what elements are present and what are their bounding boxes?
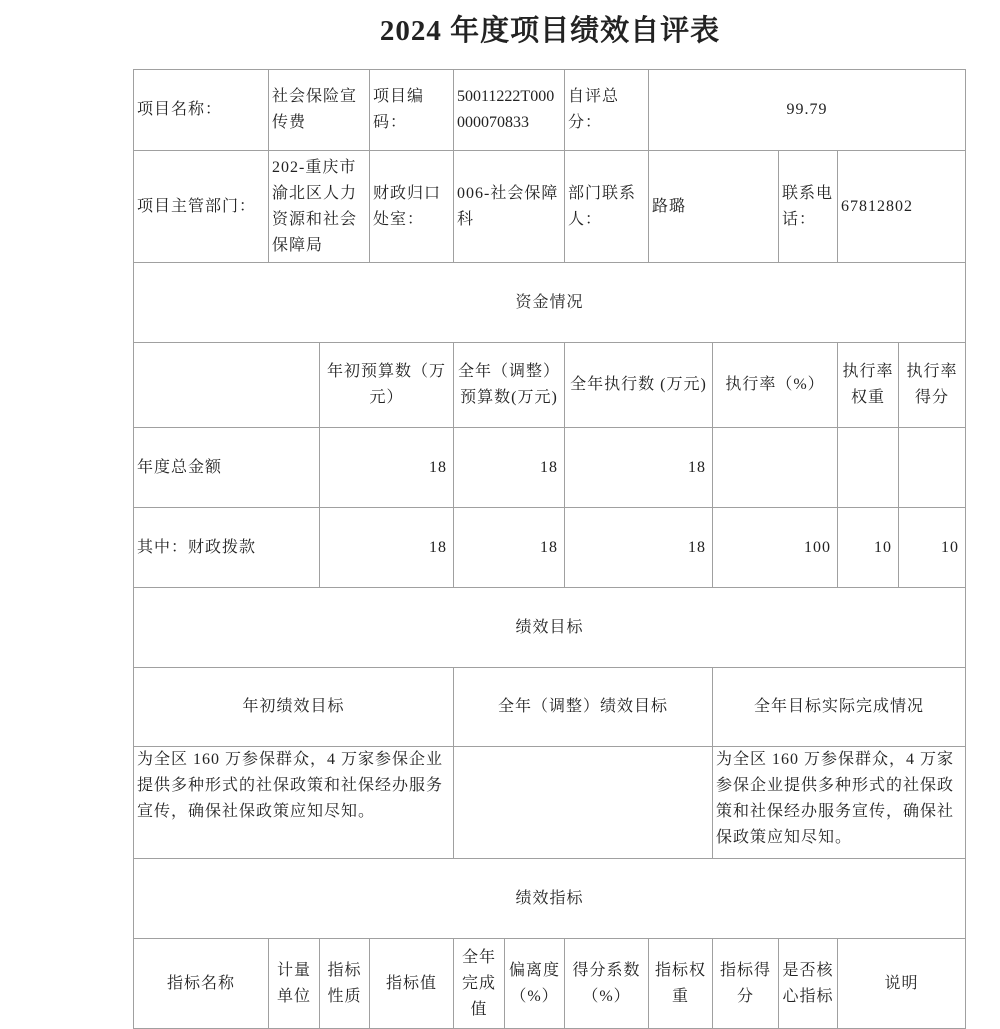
contact: 路璐	[649, 151, 779, 263]
funds-header: 执行率权重	[838, 343, 899, 428]
office-label: 财政归口处室：	[370, 151, 454, 263]
page-title: 2024 年度项目绩效自评表	[379, 15, 721, 47]
self-score: 99.79	[649, 70, 966, 151]
indicator-header: 指标得分	[713, 939, 779, 1029]
indicators-section-title: 绩效指标	[134, 859, 966, 939]
funds-section-title: 资金情况	[134, 263, 966, 343]
dept: 202-重庆市渝北区人力资源和社会保障局	[269, 151, 370, 263]
execution-rate: 100	[713, 508, 838, 588]
funds-header: 全年执行数 (万元)	[565, 343, 713, 428]
phone-label: 联系电话：	[779, 151, 838, 263]
indicator-header: 计量单位	[269, 939, 320, 1029]
indicator-header: 指标名称	[134, 939, 269, 1029]
self-score-label: 自评总分：	[565, 70, 649, 151]
indicator-header: 指标值	[370, 939, 454, 1029]
phone: 67812802	[838, 151, 966, 263]
initial-budget: 18	[320, 428, 454, 508]
executed-amount: 18	[565, 508, 713, 588]
indicator-header: 是否核心指标	[779, 939, 838, 1029]
funds-header: 执行率得分	[899, 343, 966, 428]
rate-score	[899, 428, 966, 508]
rate-weight	[838, 428, 899, 508]
initial-goal: 为全区 160 万参保群众，4 万家参保企业提供多种形式的社保政策和社保经办服务宣传，确保社保政策应知尽知。	[134, 747, 454, 859]
rate-score: 10	[899, 508, 966, 588]
funds-row-label: 其中：财政拨款	[134, 508, 320, 588]
execution-rate	[713, 428, 838, 508]
evaluation-table	[133, 69, 966, 1029]
funds-row	[134, 508, 966, 588]
funds-header: 执行率（%）	[713, 343, 838, 428]
goals-header: 全年目标实际完成情况	[713, 668, 966, 747]
indicator-header: 指标权重	[649, 939, 713, 1029]
indicator-header: 全年完成值	[454, 939, 505, 1029]
dept-label: 项目主管部门：	[134, 151, 269, 263]
indicator-header: 说明	[838, 939, 966, 1029]
contact-label: 部门联系人：	[565, 151, 649, 263]
funds-header: 全年（调整）预算数(万元)	[454, 343, 565, 428]
adjusted-budget: 18	[454, 428, 565, 508]
indicator-header: 指标性质	[320, 939, 370, 1029]
funds-header: 年初预算数（万元）	[320, 343, 454, 428]
project-name: 社会保险宣传费	[269, 70, 370, 151]
funds-header-blank	[134, 343, 320, 428]
actual-completion: 为全区 160 万参保群众，4 万家参保企业提供多种形式的社保政策和社保经办服务宣传，确保社保政策应知尽知。	[713, 747, 966, 859]
rate-weight: 10	[838, 508, 899, 588]
executed-amount: 18	[565, 428, 713, 508]
goals-section-title: 绩效目标	[134, 588, 966, 668]
funds-row-label: 年度总金额	[134, 428, 320, 508]
funds-row	[134, 428, 966, 508]
adjusted-budget: 18	[454, 508, 565, 588]
office: 006-社会保障科	[454, 151, 565, 263]
project-code: 50011222T000000070833	[454, 70, 565, 151]
initial-budget: 18	[320, 508, 454, 588]
indicator-header: 偏离度（%）	[505, 939, 565, 1029]
project-code-label: 项目编码：	[370, 70, 454, 151]
goals-header: 全年（调整）绩效目标	[454, 668, 713, 747]
goals-header: 年初绩效目标	[134, 668, 454, 747]
indicator-header: 得分系数（%）	[565, 939, 649, 1029]
project-name-label: 项目名称：	[134, 70, 269, 151]
adjusted-goal	[454, 747, 713, 859]
